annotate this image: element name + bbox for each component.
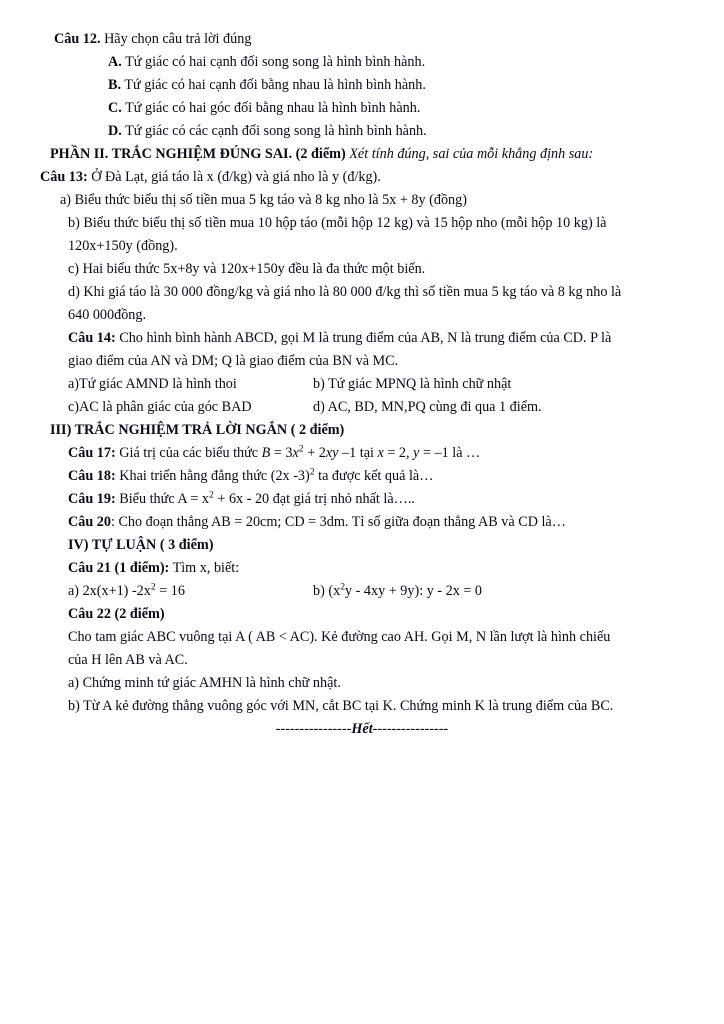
question-18-text: Khai triển hằng đẳng thức (2x -3)$^2$ ta được kết quả là… xyxy=(115,466,434,484)
part-2-heading-bold: PHẦN II. TRẮC NGHIỆM ĐÚNG SAI. (2 điểm) xyxy=(50,146,346,162)
question-19-label: Câu 19: xyxy=(68,491,116,507)
question-19 xyxy=(68,488,684,511)
question-17-condition-1: x = 2 xyxy=(377,445,407,461)
question-14-option-c: c)AC là phân giác của góc BAD xyxy=(68,399,252,415)
part-3-heading: III) TRẮC NGHIỆM TRẢ LỜI NGẮN ( 2 điểm) xyxy=(50,422,345,438)
question-12-option-c xyxy=(108,97,684,120)
question-21-part-a: a) 2x(x+1) $-2x^2 = 16$ xyxy=(68,581,185,599)
question-17-text-after: là … xyxy=(448,445,481,461)
question-17-label: Câu 17: xyxy=(68,445,116,461)
question-19-exponent: 2 xyxy=(209,489,214,501)
question-18-label: Câu 18: xyxy=(68,468,116,484)
question-18 xyxy=(68,465,684,488)
question-12-label: Câu 12. xyxy=(54,31,101,47)
question-17-expression: $B = 3x^2 + 2xy$ –1 xyxy=(261,443,357,461)
option-letter-c: C. xyxy=(108,100,122,116)
question-20-label: Câu 20 xyxy=(68,514,111,530)
question-22-part-a: a) Chứng minh tứ giác AMHN là hình chữ nhật. xyxy=(68,675,341,691)
question-13-d-line2: 640 000đồng. xyxy=(68,307,147,323)
footer-dashes-left: ---------------- xyxy=(275,721,352,737)
question-14-text1: Cho hình bình hành ABCD, gọi M là trung điểm của AB, N là trung điểm của CD. P là xyxy=(115,330,612,346)
option-text-b: Tứ giác có hai cạnh đối bằng nhau là hình bình hành. xyxy=(124,77,426,93)
question-12-option-b xyxy=(108,74,684,97)
question-14-option-d: d) AC, BD, MN,PQ cùng đi qua 1 điểm. xyxy=(313,399,542,415)
question-21-label: Câu 21 (1 điểm): xyxy=(68,560,170,576)
question-12-prompt: Hãy chọn câu trả lời đúng xyxy=(104,31,252,47)
question-20 xyxy=(68,511,684,534)
footer-dashes-right: ---------------- xyxy=(372,721,449,737)
option-letter-d: D. xyxy=(108,123,122,139)
question-17-text-before: Giá trị của các biểu thức xyxy=(115,445,262,461)
option-text-d: Tứ giác có các cạnh đối song song là hình bình hành. xyxy=(125,123,427,139)
question-13-c: c) Hai biểu thức 5x+8y và 120x+150y đều là đa thức một biến. xyxy=(68,261,426,277)
question-17-text-mid: tại xyxy=(356,445,378,461)
question-14-options-row1 xyxy=(68,373,684,396)
part-2-heading xyxy=(50,143,684,166)
question-21-text: Tìm x, biết: xyxy=(169,560,240,576)
question-21-parts xyxy=(68,580,684,603)
question-19-text-pre: Biểu thức A = x xyxy=(115,491,210,507)
question-20-text: : Cho đoạn thẳng AB = 20cm; CD = 3dm. Tỉ số giữa đoạn thẳng AB và CD là… xyxy=(110,514,566,530)
question-14-line2: giao điểm của AN và DM; Q là giao điểm của BN và MC. xyxy=(68,353,399,369)
part-4-heading: IV) TỰ LUẬN ( 3 điểm) xyxy=(68,537,214,553)
question-21 xyxy=(68,557,684,580)
question-22-part-b: b) Từ A kẻ đường thẳng vuông góc với MN, cắt BC tại K. Chứng minh K là trung điểm của BC. xyxy=(68,698,614,714)
footer-word: Hết xyxy=(351,721,373,737)
option-letter-a: A. xyxy=(108,54,122,70)
question-22-line1: Cho tam giác ABC vuông tại A ( AB < AC). Kẻ đường cao AH. Gọi M, N lần lượt là hình chiếu xyxy=(68,629,611,645)
question-22-label: Câu 22 (2 điểm) xyxy=(68,606,165,622)
question-13 xyxy=(40,166,684,189)
document-footer xyxy=(40,718,684,741)
question-14-option-a: a)Tứ giác AMND là hình thoi xyxy=(68,376,237,392)
question-22-line2: của H lên AB và AC. xyxy=(68,652,188,668)
question-12-option-a xyxy=(108,51,684,74)
question-14-label: Câu 14: xyxy=(68,330,116,346)
question-14-options-row2 xyxy=(68,396,684,419)
question-13-d-line1: d) Khi giá táo là 30 000 đồng/kg và giá nho là 80 000 đ/kg thì số tiền mua 5 kg táo và 8 kg nho là xyxy=(68,284,622,300)
question-13-label: Câu 13: xyxy=(40,169,88,185)
question-13-text: Ở Đà Lạt, giá táo là x (đ/kg) và giá nho là y (đ/kg). xyxy=(87,169,381,185)
question-21-part-b: b) $(x^2y - 4xy + 9y)$: y - 2x = 0 xyxy=(313,581,482,599)
part-2-heading-italic: Xét tính đúng, sai của mỗi khẳng định sau: xyxy=(345,146,594,162)
question-14-line1 xyxy=(68,327,684,350)
question-13-b-line1: b) Biểu thức biểu thị số tiền mua 10 hộp táo (mỗi hộp 12 kg) và 15 hộp nho (mỗi hộp 10 kg) là xyxy=(68,215,607,231)
question-17-condition-2: y = –1 xyxy=(413,445,449,461)
option-text-c: Tứ giác có hai góc đối bằng nhau là hình bình hành. xyxy=(125,100,421,116)
option-letter-b: B. xyxy=(108,77,122,93)
question-12 xyxy=(54,28,684,51)
option-text-a: Tứ giác có hai cạnh đối song song là hình bình hành. xyxy=(125,54,426,70)
question-13-a: a) Biểu thức biểu thị số tiền mua 5 kg táo và 8 kg nho là 5x + 8y (đồng) xyxy=(60,192,467,208)
question-17: Câu 17: Giá trị của các biểu thức $B = 3x^2 + 2xy$ –1 tại x = 2, y = –1 là … xyxy=(68,443,481,461)
question-13-b-line2: 120x+150y (đồng). xyxy=(68,238,178,254)
question-14-option-b: b) Tứ giác MPNQ là hình chữ nhật xyxy=(313,376,512,392)
question-19-text-post: + 6x - 20 đạt giá trị nhỏ nhất là….. xyxy=(213,491,415,507)
question-12-option-d xyxy=(108,120,684,143)
